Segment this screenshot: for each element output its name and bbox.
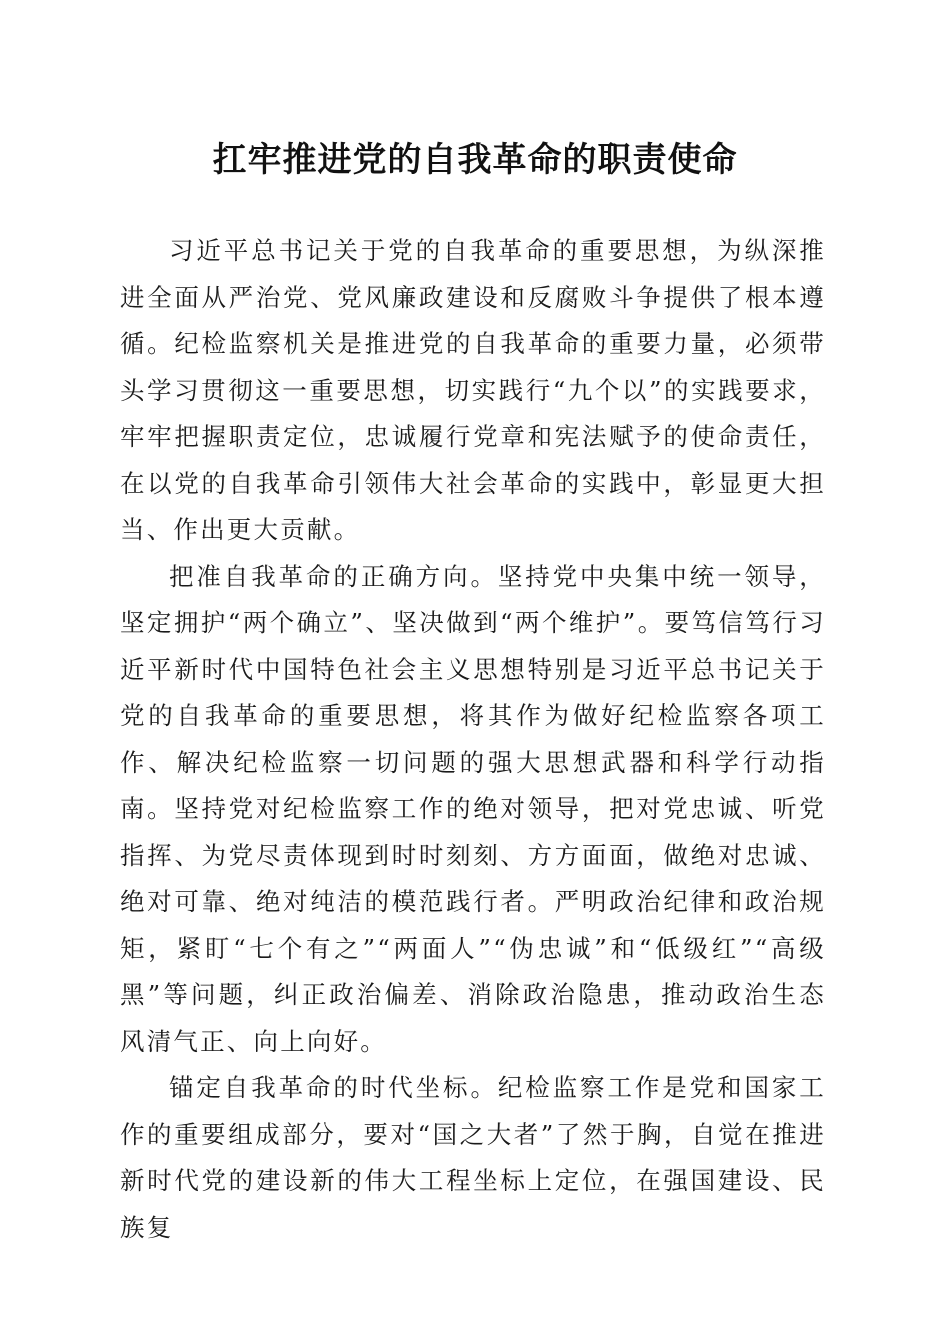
paragraph-coordinate: 锚定自我革命的时代坐标。纪检监察工作是党和国家工作的重要组成部分，要对“国之大者”了然于胸，自觉在推进新时代党的建设新的伟大工程坐标上定位，在强国建设、民族复 — [120, 1073, 826, 1242]
paragraph-direction: 把准自我革命的正确方向。坚持党中央集中统一领导，坚定拥护“两个确立”、坚决做到“两个维护”。要笃信笃行习近平新时代中国特色社会主义思想特别是习近平总书记关于党的自我革命的重要思想，将其作为做好纪检监察各项工作、解决纪检监察一切问题的强大思想武器和科学行动指南。坚持党对纪检监察工作的绝对领导，把对党忠诚、听党指挥、为党尽责体现到时时刻刻、方方面面，做绝对忠诚、绝对可靠、绝对纯洁的模范践行者。严明政治纪律和政治规矩，紧盯“七个有之”“两面人”“伪忠诚”和“低级红”“高级黑”等问题，纠正政治偏差、消除政治隐患，推动政治生态风清气正、向上向好。 — [120, 561, 826, 1056]
paragraph-intro: 习近平总书记关于党的自我革命的重要思想，为纵深推进全面从严治党、党风廉政建设和反腐败斗争提供了根本遵循。纪检监察机关是推进党的自我革命的重要力量，必须带头学习贯彻这一重要思想，切实践行“九个以”的实践要求，牢牢把握职责定位，忠诚履行党章和宪法赋予的使命责任，在以党的自我革命引领伟大社会革命的实践中，彰显更大担当、作出更大贡献。 — [120, 236, 826, 544]
document-body — [120, 228, 826, 1251]
document-title: 扛牢推进党的自我革命的职责使命 — [212, 140, 738, 180]
